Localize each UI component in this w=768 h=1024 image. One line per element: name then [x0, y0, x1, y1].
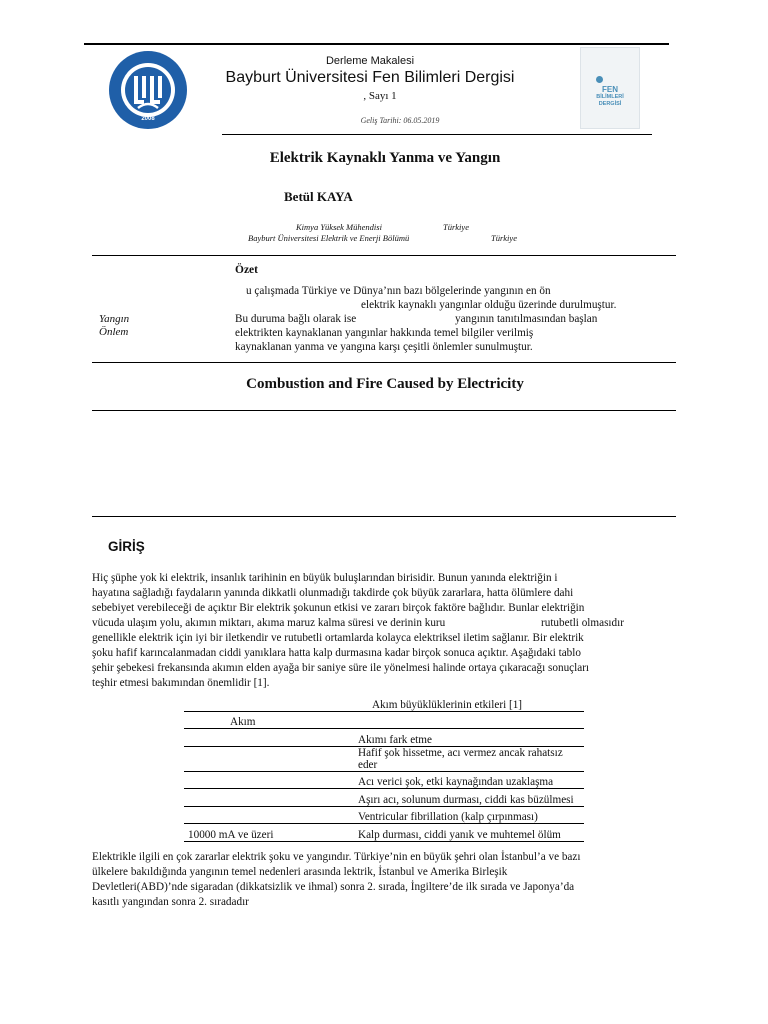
- table-cell-effect: Kalp durması, ciddi yanık ve muhtemel ölüm: [354, 824, 584, 842]
- keyword-2: Önlem: [99, 326, 129, 338]
- intro-line: Elektrikle ilgili en çok zararlar elektrik şoku ve yangındır. Türkiye’nin en büyük şehri olan İstanbul’a ve bazı: [92, 851, 581, 863]
- table-cell-effect: Hafif şok hissetme, acı vermez ancak rahatsız eder: [354, 746, 584, 771]
- intro-line: ülkelere bakıldığında yangının temel nedenleri arasında lektrik, İstanbul ve Amerika Birleşik: [92, 866, 508, 878]
- affiliation-2-dept: Bayburt Üniversitesi Elektrik ve Enerji Bölümü: [248, 233, 410, 243]
- intro-line: kasıtlı yangından sonra 2. sıradadır: [92, 896, 249, 908]
- table-row: [184, 824, 584, 842]
- affiliation-2-country: Türkiye: [491, 233, 517, 243]
- received-date: Geliş Tarihi: 06.05.2019: [360, 116, 440, 125]
- abstract-line-1: u çalışmada Türkiye ve Dünya’nın bazı bölgelerinde yangının en ön: [246, 285, 551, 297]
- table-cell-current: 10000 mA ve üzeri: [184, 824, 354, 842]
- effects-table: [184, 694, 584, 842]
- issue-number: , Sayı 1: [363, 90, 397, 102]
- table-header-current: Akım: [184, 711, 354, 729]
- table-cell-effect: Ventricular fibrillation (kalp çırpınması): [354, 806, 584, 824]
- table-header-row: [184, 711, 584, 729]
- author-name: Betül KAYA: [284, 189, 353, 204]
- table-row: [184, 789, 584, 807]
- english-abstract-bottom-rule: [92, 516, 676, 517]
- cover-title-2: BİLİMLERİ: [596, 94, 624, 100]
- university-logo: [108, 50, 188, 130]
- abstract-bottom-rule: [92, 362, 676, 363]
- table-cell-current: [184, 746, 354, 771]
- journal-title: Bayburt Üniversitesi Fen Bilimleri Dergisi: [225, 69, 515, 86]
- logo-year: 2008: [141, 116, 155, 122]
- intro-line: hayatına sağladığı faydaların yanında dikkatli olunmadığı takdirde çok büyük zararlara, hatta ölümlere dahi: [92, 587, 574, 599]
- table-header-effect: [354, 711, 584, 729]
- header-top-rule: [84, 43, 669, 45]
- abstract-line-4: elektrikten kaynaklanan yangınlar hakkında temel bilgiler verilmiş: [235, 327, 534, 339]
- cover-title-1: FEN: [602, 85, 618, 94]
- table-cell-effect: Aşırı acı, solunum durması, ciddi kas büzülmesi: [354, 789, 584, 807]
- affiliation-1-country: Türkiye: [443, 222, 469, 232]
- article-type: Derleme Makalesi: [325, 55, 415, 67]
- table-cell-current: [184, 771, 354, 789]
- cover-title-3: DERGİSİ: [598, 101, 622, 107]
- table-cell-effect: Akımı fark etme: [354, 729, 584, 747]
- intro-line-part: rutubetli olmasıdır: [541, 617, 624, 629]
- table-cell-current: [184, 729, 354, 747]
- affiliation-1-dept: Kimya Yüksek Mühendisi: [296, 222, 382, 232]
- abstract-line-2: elektrik kaynaklı yangınlar olduğu üzerinde durulmuştur.: [361, 299, 617, 311]
- english-title: Combustion and Fire Caused by Electricity: [246, 376, 524, 392]
- table-caption: Akım büyüklüklerinin etkileri [1]: [184, 694, 584, 711]
- abstract-heading: Özet: [235, 264, 258, 276]
- abstract-line-3a: Bu duruma bağlı olarak ise: [235, 313, 357, 325]
- keyword-1: Yangın: [99, 313, 130, 325]
- intro-heading: GİRİŞ: [108, 539, 145, 554]
- table-cell-effect: Acı verici şok, etki kaynağından uzaklaşma: [354, 771, 584, 789]
- table-row: [184, 806, 584, 824]
- intro-line: Devletleri(ABD)’nde sigaradan (dikkatsizlik ve ihmal) sonra 2. sırada, İngiltere’de ilk sırada ve Japonya’da: [92, 881, 575, 893]
- intro-line-part: vücuda ulaşım yolu, akımın miktarı, akıma maruz kalma süresi ve derinin kuru: [92, 617, 446, 629]
- abstract-top-rule: [92, 255, 676, 256]
- journal-cover: [580, 47, 640, 129]
- english-abstract-top-rule: [92, 410, 676, 411]
- cover-emblem-icon: [596, 76, 603, 83]
- table-row: [184, 729, 584, 747]
- intro-line: Hiç şüphe yok ki elektrik, insanlık tarihinin en büyük buluşlarından birisidir. Bunun yanında elektriğin i: [92, 572, 558, 584]
- intro-line: şoku hafif karıncalanmadan ciddi yanıklara hatta kalp durmasına kadar birçok sonuca açıktır. Aşağıdaki tablo: [92, 647, 581, 659]
- intro-paragraph-2: [92, 850, 677, 910]
- header-bottom-rule: [222, 134, 652, 135]
- intro-line: sebebiyet verebileceği de açıktır Bir elektrik şokunun etkisi ve zararı birçok faktöre bağlıdır. Bunlar elektriğin: [92, 602, 585, 614]
- intro-line: [92, 616, 677, 631]
- table-row: [184, 771, 584, 789]
- intro-line: şehir şebekesi frekansında akımın elden ayağa bir saniye süre ile yönelmesi halinde ortaya çıkaracağı sonuçları: [92, 662, 590, 674]
- abstract-line-3b: yangının tanıtılmasından başlan: [455, 313, 598, 325]
- table-cell-current: [184, 806, 354, 824]
- abstract-line-5: kaynaklanan yanma ve yangına karşı çeşitli önlemler sunulmuştur.: [235, 341, 533, 353]
- intro-line: genellikle elektrik için iyi bir iletkendir ve rutubetli ortamlarda kolayca elektriksel iletim sağlanır. Bir elektrik: [92, 632, 584, 644]
- table-cell-current: [184, 789, 354, 807]
- table-row: [184, 746, 584, 771]
- intro-paragraph-1: [92, 571, 677, 691]
- intro-line: teşhir etmesi bakımından önemlidir [1].: [92, 677, 270, 689]
- table-caption-row: [184, 694, 584, 711]
- article-title: Elektrik Kaynaklı Yanma ve Yangın: [269, 150, 501, 166]
